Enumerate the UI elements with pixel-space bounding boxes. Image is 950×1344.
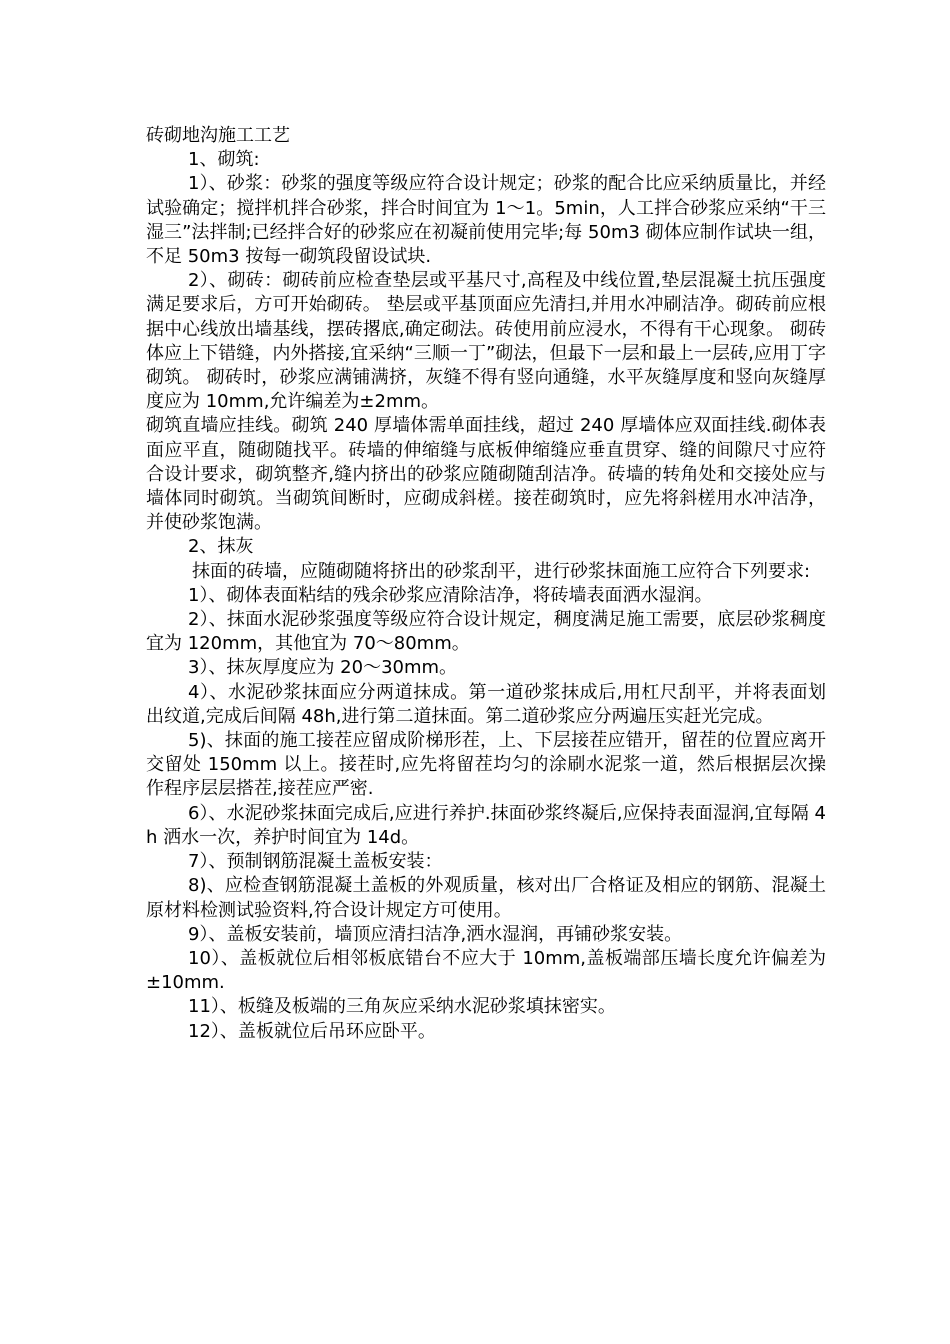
list-item-10: 10）、盖板就位后相邻板底错台不应大于 10mm,盖板端部压墙长度允许偏差为±10mm. xyxy=(146,947,826,994)
list-item-6: 6）、水泥砂浆抹面完成后,应进行养护.抹面砂浆终凝后,应保持表面湿润,宜每隔 4h 洒水一次，养护时间宜为 14d。 xyxy=(146,802,826,848)
section-heading-masonry: 1、砌筑: xyxy=(188,149,260,171)
list-item-5: 5)、抹面的施工接茬应留成阶梯形茬，上、下层接茬应错开，留茬的位置应离开交留处 150mm 以上。接茬时,应先将留茬均匀的涂刷水泥浆一道，然后根据层次操作程序层层搭茬,接茬应严密. xyxy=(146,730,826,800)
paragraph-mortar: 1）、砂浆：砂浆的强度等级应符合设计规定；砂浆的配合比应采纳质量比，并经试验确定；搅拌机拌合砂浆，拌合时间宜为 1～1。5min，人工拌合砂浆应采纳“干三湿三”法拌制;已经拌合好的砂浆应在初凝前使用完毕;每 50m3 砌体应制作试块一组，不足 50m3 按每一砌筑段留设试块. xyxy=(146,173,826,268)
list-item-3: 3）、抹灰厚度应为 20～30mm。 xyxy=(188,657,458,679)
list-item-2: 2）、抹面水泥砂浆强度等级应符合设计规定，稠度满足施工需要，底层砂浆稠度宜为 120mm，其他宜为 70～80mm。 xyxy=(146,609,826,655)
list-item-11: 11）、板缝及板端的三角灰应采纳水泥砂浆填抹密实。 xyxy=(188,996,616,1018)
list-item-9: 9）、盖板安装前，墙顶应清扫洁净,洒水湿润，再铺砂浆安装。 xyxy=(188,923,683,945)
list-item-4: 4）、水泥砂浆抹面应分两道抹成。第一道砂浆抹成后,用杠尺刮平，并将表面划出纹道,完成后间隔 48h,进行第二道抹面。第二道砂浆应分两遍压实赶光完成。 xyxy=(146,681,826,727)
list-item-7: 7）、预制钢筋混凝土盖板安装： xyxy=(188,851,443,873)
list-item-1: 1）、砌体表面粘结的残余砂浆应清除洁净，将砖墙表面洒水湿润。 xyxy=(188,584,713,606)
document-title: 砖砌地沟施工工艺 xyxy=(146,125,290,146)
list-item-8: 8)、应检查钢筋混凝土盖板的外观质量，核对出厂合格证及相应的钢筋、混凝土原材料检测试验资料,符合设计规定方可使用。 xyxy=(146,875,826,921)
paragraph-plastering-intro: 抹面的砖墙，应随砌随将挤出的砂浆刮平，进行砂浆抹面施工应符合下列要求: xyxy=(192,560,811,582)
paragraph-straight-wall: 砌筑直墙应挂线。砌筑 240 厚墙体需单面挂线，超过 240 厚墙体应双面挂线.砌体表面应平直，随砌随找平。砖墙的伸缩缝与底板伸缩缝应垂直贯穿、缝的间隙尺寸应符合设计要求，砌筑整齐,缝内挤出的砂浆应随砌随刮洁净。砖墙的转角处和交接处应与墙体同时砌筑。当砌筑间断时，应砌成斜槎。接茬砌筑时，应先将斜槎用水冲洁净，并使砂浆饱满。 xyxy=(146,415,826,534)
paragraph-brick-laying: 2）、砌砖：砌砖前应检查垫层或平基尺寸,高程及中线位置,垫层混凝土抗压强度满足要求后，方可开始砌砖。 垫层或平基顶面应先清扫,并用水冲刷洁净。砌砖前应根据中心线放出墙基线，摆砖撂底,确定砌法。砖使用前应浸水，不得有干心现象。 砌砖体应上下错缝，内外搭接,宜采纳“三顺一丁”砌法，但最下一层和最上一层砖,应用丁字砌筑。 砌砖时，砂浆应满铺满挤，灰缝不得有竖向通缝，水平灰缝厚度和竖向灰缝厚度应为 10mm,允许编差为±2mm。 xyxy=(146,270,826,413)
document-page xyxy=(146,124,826,1044)
list-item-12: 12）、盖板就位后吊环应卧平。 xyxy=(188,1020,436,1042)
section-heading-plastering: 2、抹灰 xyxy=(188,536,254,558)
